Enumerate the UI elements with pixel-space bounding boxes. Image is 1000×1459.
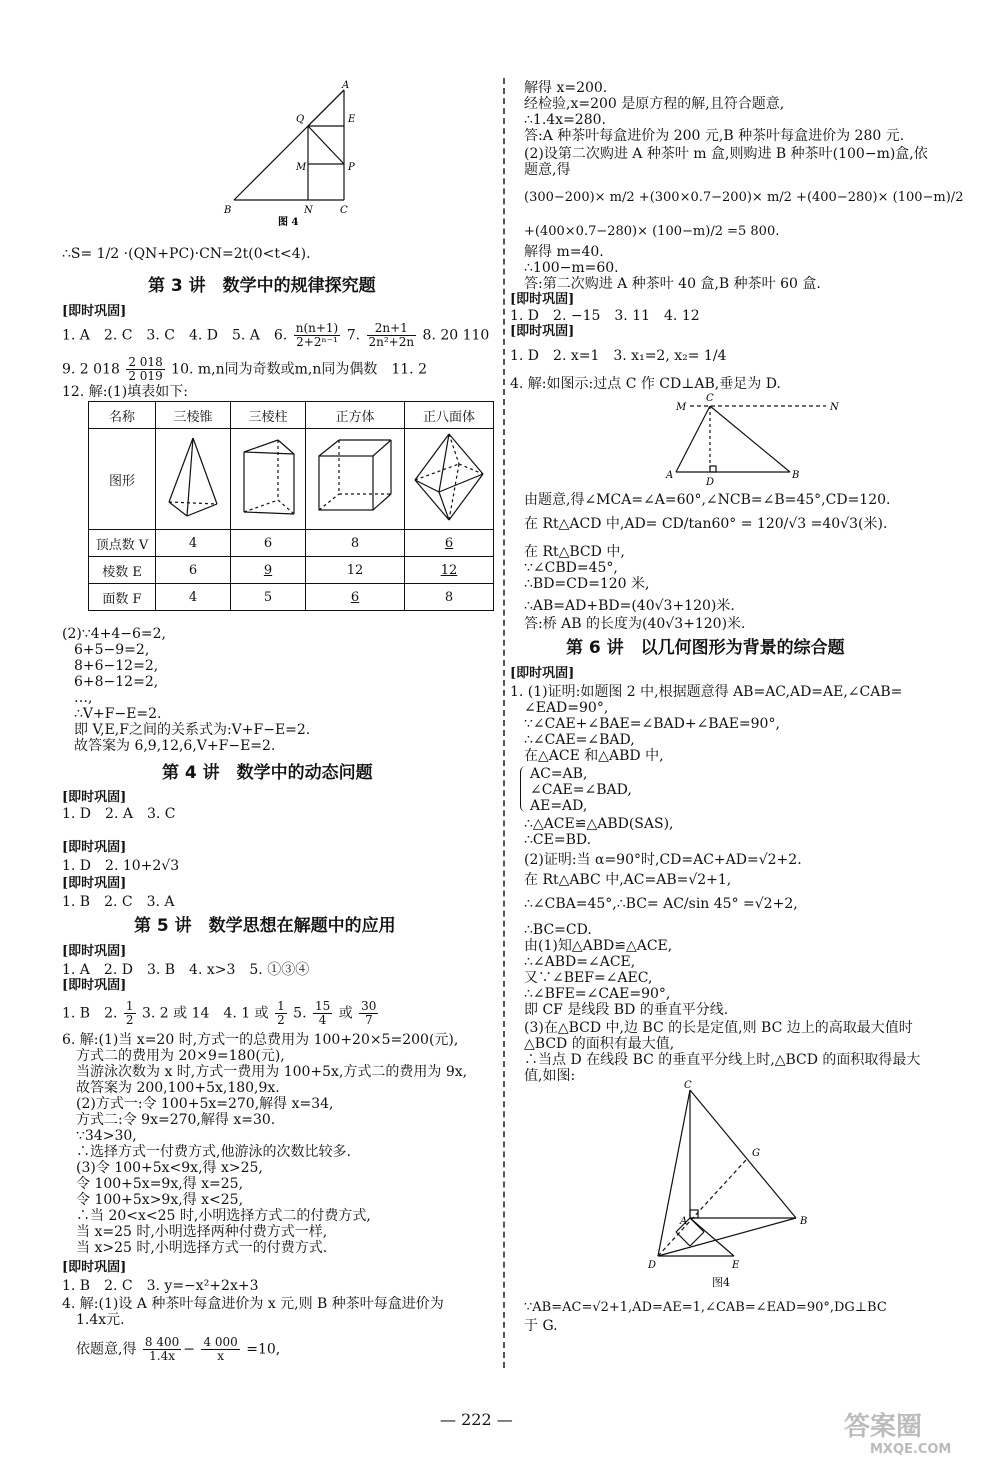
solution-line: ∴∠ABD=∠ACE,	[524, 954, 636, 970]
table-header: 正方体	[306, 402, 405, 429]
solution-line: 方式二的费用为 20×9=180(元),	[76, 1048, 285, 1064]
solution-line: 故答案为 6,9,12,6,V+F−E=2.	[74, 738, 276, 754]
tri-label-B: B	[792, 470, 800, 481]
table-header: 名称	[89, 402, 156, 429]
solution-line: 8+6−12=2,	[74, 658, 159, 674]
solution-line: 题意,得	[524, 162, 571, 178]
section-tag: [即时巩固]	[62, 790, 127, 805]
table-cell: 6	[156, 557, 231, 584]
tri-label-D: D	[706, 477, 715, 488]
geo-label-G: G	[752, 1148, 760, 1159]
solution-line: (3)令 100+5x<9x,得 x>25,	[76, 1160, 263, 1176]
table-row-label: 图形	[89, 429, 156, 530]
fig4-label-N: N	[304, 205, 313, 216]
solution-line: …,	[74, 690, 93, 706]
solution-line: 6. 解:(1)当 x=20 时,方式一的总费用为 100+20×5=200(元),	[62, 1032, 459, 1048]
solution-line: 6+5−9=2,	[74, 642, 150, 658]
table-header: 正八面体	[405, 402, 494, 429]
solution-line: ∴当 20<x<25 时,小明选择方式二的付费方式,	[76, 1208, 371, 1224]
section-tag: [即时巩固]	[62, 1260, 127, 1275]
figure-4	[220, 78, 360, 228]
lecture-5-title: 第 5 讲 数学思想在解题中的应用	[134, 916, 396, 936]
solution-line: ∴1.4x=280.	[524, 112, 606, 128]
solution-line: (2)证明:当 α=90°时,CD=AC+AD=√2+2.	[524, 852, 802, 868]
solution-line: 令 100+5x=9x,得 x=25,	[76, 1176, 244, 1192]
table-row-label: 棱数 E	[89, 557, 156, 584]
solution-line: 经检验,x=200 是原方程的解,且符合题意,	[524, 96, 785, 112]
tri-label-N: N	[830, 402, 839, 413]
bridge-triangle-figure	[666, 388, 846, 488]
table-cell: 12	[405, 557, 494, 584]
solution-line: 由题意,得∠MCA=∠A=60°,∠NCB=∠B=45°,CD=120.	[524, 492, 891, 508]
solution-line: 当游泳次数为 x 时,方式一费用为 100+5x,方式二的费用为 9x,	[76, 1064, 468, 1080]
fig4-label-P: P	[348, 162, 355, 173]
geo-label-A: A	[680, 1216, 688, 1227]
tri-label-M: M	[676, 402, 687, 413]
solution-line: ∴BC=CD.	[524, 922, 592, 938]
table-cell: 8	[405, 584, 494, 611]
svg-text:MXQE.COM: MXQE.COM	[870, 1442, 952, 1457]
solution-line: ∴选择方式一付费方式,他游泳的次数比较多.	[76, 1144, 351, 1160]
section-tag: [即时巩固]	[62, 978, 127, 993]
solution-line: 在 Rt△ACD 中,AD= CD/tan60° = 120/√3 =40√3(米).	[524, 516, 888, 532]
table-cell: 4	[156, 584, 231, 611]
solution-line: ∵34>30,	[76, 1128, 137, 1144]
fraction: $\frac{15}{4}$	[314, 999, 331, 1027]
fig4-label-B: B	[224, 205, 232, 216]
solution-line: ∠CAE=∠BAD,	[530, 782, 632, 798]
column-divider	[503, 78, 505, 1368]
geo-label-E: E	[732, 1260, 740, 1271]
solution-line: ∴CE=BD.	[524, 832, 592, 848]
table-cell: 6	[405, 530, 494, 557]
lecture-4-answers-2: 1. D 2. 10+2√3	[62, 858, 180, 874]
section-tag: [即时巩固]	[510, 324, 575, 339]
solution-line: △BCD 的面积有最大值,	[524, 1036, 675, 1052]
fraction: $\frac{2n+1}{\text{2n²+2n}}$	[368, 321, 415, 349]
solution-line: (2)∵4+4−6=2,	[62, 626, 167, 642]
question-4: 4. 解:如图示:过点 C 作 CD⊥AB,垂足为 D.	[510, 376, 781, 392]
table-cell: 9	[231, 557, 306, 584]
lecture-5-answers-2: 1. B 2. $\frac{1}{2}$ 3. 2 或 14 4. 1 或 $\frac{1}{2}$ 5. $\frac{15}{4}$ 或 $\frac{30}{7}$	[62, 999, 377, 1027]
solution-line: ∵∠CAE+∠BAE=∠BAD+∠BAE=90°,	[524, 716, 780, 732]
solution-line: 在△ACE 和△ABD 中,	[524, 748, 664, 764]
equation: (300−200)× m/2 +(300×0.7−200)× m/2 +(400−280)× (100−m)/2	[524, 190, 964, 205]
solution-line: 当 x=25 时,小明选择两种付费方式一样,	[76, 1224, 328, 1240]
solution-line: 即 CF 是线段 BD 的垂直平分线.	[524, 1002, 729, 1018]
section-tag: [即时巩固]	[62, 944, 127, 959]
solution-line: 即 V,E,F之间的关系式为:V+F−E=2.	[74, 722, 311, 738]
lecture-5-answers-1: 1. A 2. D 3. B 4. x>3 5. ①③④	[62, 962, 310, 978]
solution-line: 于 G.	[524, 1318, 558, 1334]
solution-line: ∴∠CAE=∠BAD,	[524, 732, 635, 748]
brace	[520, 766, 527, 812]
geo-label-D: D	[648, 1260, 657, 1271]
fig4-label-C: C	[340, 205, 348, 216]
answers: 1. D 2. x=1 3. x₁=2, x₂= 1/4	[510, 348, 727, 364]
solution-line: 故答案为 200,100+5x,180,9x.	[76, 1080, 280, 1096]
table-row-label: 顶点数 V	[89, 530, 156, 557]
solution-line: AE=AD,	[530, 798, 588, 814]
prism-figure	[231, 429, 306, 530]
answers: 1. D 2. −15 3. 11 4. 12	[510, 308, 700, 324]
solution-line: 当 x>25 时,小明选择方式一的付费方式.	[76, 1240, 328, 1256]
solution-line: ∴AB=AD+BD=(40√3+120)米.	[524, 598, 735, 614]
fraction: $\frac{30}{7}$	[361, 999, 377, 1027]
solution-line: AC=AB,	[530, 766, 588, 782]
solution-line: 解得 x=200.	[524, 80, 608, 96]
section-tag: [即时巩固]	[62, 304, 127, 319]
figure-4-geometry	[646, 1080, 816, 1290]
section-tag: [即时巩固]	[510, 292, 575, 307]
watermark-logo	[840, 1405, 990, 1459]
solution-line: 答:A 种茶叶每盒进价为 200 元,B 种茶叶每盒进价为 280 元.	[524, 128, 905, 144]
solution-line: 令 100+5x>9x,得 x<25,	[76, 1192, 244, 1208]
fraction: $\frac{1}{2}$	[125, 999, 134, 1027]
solution-line: ∴100−m=60.	[524, 260, 619, 276]
fraction: $\frac{2 018}{2 019}$	[128, 355, 163, 383]
section-tag: [即时巩固]	[510, 666, 575, 681]
cube-figure	[306, 429, 405, 530]
fraction: $\frac{4 000}{x}$	[203, 1335, 238, 1363]
lecture-3-title: 第 3 讲 数学中的规律探究题	[148, 276, 376, 296]
table-header: 三棱锥	[156, 402, 231, 429]
lecture-3-answers-1: 1. A 2. C 3. C 4. D 5. A 6. $\frac{n(n+1)}{\text{2+2ⁿ⁻¹}}$ 7. $\frac{2n+1}{\text{2n²+2n}}$ 8. 20 110	[62, 321, 490, 349]
section-tag: [即时巩固]	[62, 876, 127, 891]
solution-line: 答:第二次购进 A 种茶叶 40 盒,B 种茶叶 60 盒.	[524, 276, 821, 292]
equation: +(400×0.7−280)× (100−m)/2 =5 800.	[524, 224, 780, 239]
fig4-caption: 图 4	[278, 217, 299, 228]
solution-line: 6+8−12=2,	[74, 674, 159, 690]
table-cell: 5	[231, 584, 306, 611]
geo-caption: 图4	[712, 1276, 730, 1289]
solution-line: 值,如图:	[524, 1068, 576, 1084]
table-row-label: 面数 F	[89, 584, 156, 611]
fraction: $\frac{n(n+1)}{\text{2+2ⁿ⁻¹}}$	[295, 321, 339, 349]
tri-label-A: A	[666, 470, 674, 481]
solution-line: 1. (1)证明:如题图 2 中,根据题意得 AB=AC,AD=AE,∠CAB=	[510, 684, 903, 700]
solution-line: (2)设第二次购进 A 种茶叶 m 盒,则购进 B 种茶叶(100−m)盒,依	[524, 146, 928, 162]
solution-line: ∴BD=CD=120 米,	[524, 576, 650, 592]
solution-line: ∴当点 D 在线段 BC 的垂直平分线上时,△BCD 的面积取得最大	[524, 1052, 921, 1068]
solution-line: (3)在△BCD 中,边 BC 的长是定值,则 BC 边上的高取最大值时	[524, 1020, 913, 1036]
fig4-label-M: M	[296, 162, 307, 173]
table-cell: 6	[231, 530, 306, 557]
equation: 依题意,得 $\frac{8 400}{1.4x}$ − $\frac{4 000}{x}$ =10,	[76, 1335, 281, 1363]
question-12: 12. 解:(1)填表如下:	[62, 384, 188, 400]
fraction: $\frac{8 400}{1.4x}$	[144, 1335, 180, 1363]
fig4-label-A: A	[342, 80, 350, 91]
solution-line: ∠EAD=90°,	[524, 700, 609, 716]
page-number: — 222 —	[440, 1410, 513, 1429]
table-header: 三棱柱	[231, 402, 306, 429]
table-cell: 6	[306, 584, 405, 611]
table-cell: 4	[156, 530, 231, 557]
lecture-4-answers-1: 1. D 2. A 3. C	[62, 806, 176, 822]
geo-label-B: B	[800, 1216, 808, 1227]
geo-label-C: C	[684, 1080, 692, 1091]
solution-line: (2)方式一:令 100+5x=270,解得 x=34,	[76, 1096, 334, 1112]
lecture-4-title: 第 4 讲 数学中的动态问题	[162, 763, 373, 783]
tetrahedron-figure	[156, 429, 231, 530]
solution-line: 在 Rt△ABC 中,AC=AB=√2+1,	[524, 872, 732, 888]
fraction: $\frac{1}{2}$	[277, 999, 285, 1027]
solution-line: ∴∠BFE=∠CAE=90°,	[524, 986, 671, 1002]
solution-line: ∵AB=AC=√2+1,AD=AE=1,∠CAB=∠EAD=90°,DG⊥BC	[524, 1300, 887, 1315]
lecture-5-answers-3: 1. B 2. C 3. y=−x²+2x+3	[62, 1278, 259, 1294]
fig4-label-E: E	[348, 114, 356, 125]
octahedron-figure	[405, 429, 494, 530]
section-tag: [即时巩固]	[62, 840, 127, 855]
table-cell: 8	[306, 530, 405, 557]
solution-line: 解得 m=40.	[524, 244, 604, 260]
lecture-4-answers-3: 1. B 2. C 3. A	[62, 894, 175, 910]
solution-line: 4. 解:(1)设 A 种茶叶每盒进价为 x 元,则 B 种茶叶每盒进价为	[62, 1296, 444, 1312]
solution-line: 方式二:令 9x=270,解得 x=30.	[76, 1112, 276, 1128]
area-formula: ∴S= 1/2 ·(QN+PC)·CN=2t(0<t<4).	[62, 246, 311, 262]
solution-line: 1.4x元.	[76, 1312, 125, 1328]
tri-label-C: C	[706, 393, 714, 404]
lecture-3-answers-2: 9. 2 018 $\frac{2 018}{2 019}$ 10. m,n同为奇数或m,n同为偶数 11. 2	[62, 355, 427, 383]
svg-text:答案圈: 答案圈	[844, 1412, 923, 1442]
solution-line: ∵∠CBD=45°,	[524, 560, 618, 576]
lecture-6-title: 第 6 讲 以几何图形为背景的综合题	[566, 638, 845, 658]
solution-line: 又∵∠BEF=∠AEC,	[524, 970, 653, 986]
solution-line: ∴∠CBA=45°,∴BC= AC/sin 45° =√2+2,	[524, 896, 798, 912]
solution-line: ∴V+F−E=2.	[74, 706, 162, 722]
solution-line: 由(1)知△ABD≌△ACE,	[524, 938, 673, 954]
fig4-label-Q: Q	[296, 114, 305, 125]
solution-line: 答:桥 AB 的长度为(40√3+120)米.	[524, 616, 746, 632]
polyhedra-table	[88, 401, 494, 611]
solution-line: ∴△ACE≌△ABD(SAS),	[524, 816, 674, 832]
solution-line: 在 Rt△BCD 中,	[524, 544, 625, 560]
table-cell: 12	[306, 557, 405, 584]
